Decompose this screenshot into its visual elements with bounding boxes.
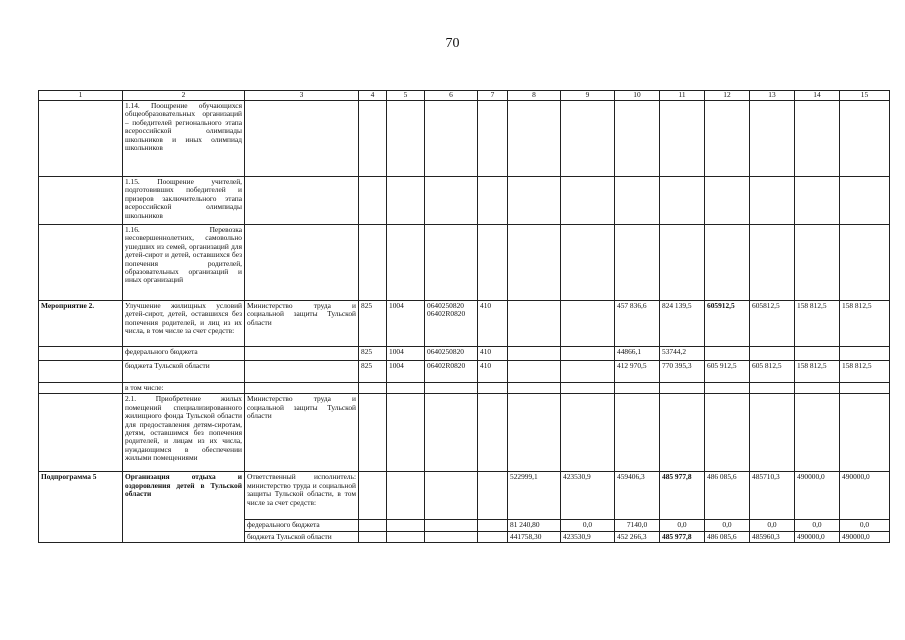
table-cell	[245, 177, 359, 225]
table-cell: 53744,2	[660, 347, 705, 361]
table-cell	[840, 394, 890, 472]
table-row	[39, 301, 890, 347]
table-cell	[359, 394, 387, 472]
table-cell: федерального бюджета	[123, 347, 245, 361]
table-cell: 605 812,5	[750, 361, 795, 383]
table-cell	[615, 225, 660, 301]
table-cell	[660, 101, 705, 177]
table-cell: 825	[359, 301, 387, 347]
table-cell: 452 266,3	[615, 531, 660, 542]
table-cell	[425, 520, 478, 531]
table-cell: Подпрограмма 5	[39, 472, 123, 543]
table-cell	[245, 347, 359, 361]
table-cell	[561, 177, 615, 225]
table-cell	[508, 177, 561, 225]
table-cell: 0640250820	[425, 347, 478, 361]
table-cell	[795, 383, 840, 394]
table-cell	[660, 394, 705, 472]
table-cell	[425, 472, 478, 520]
table-row	[39, 225, 890, 301]
column-header: 3	[245, 91, 359, 101]
table-cell	[359, 383, 387, 394]
column-header-row	[39, 91, 890, 101]
table-cell	[561, 383, 615, 394]
column-header: 12	[705, 91, 750, 101]
table-cell	[245, 225, 359, 301]
table-cell	[705, 347, 750, 361]
table-cell: Мероприятие 2.	[39, 301, 123, 347]
table-cell: 485960,3	[750, 531, 795, 542]
table-cell: 1.16. Перевозка несовершеннолетних, самовольно ушедших из семей, организаций для детей-сирот и детей, оставшихся без попечения родителей, образовательных организаций и иных организаций	[123, 225, 245, 301]
table-cell	[387, 394, 425, 472]
table-cell: 0,0	[660, 520, 705, 531]
table-cell	[615, 177, 660, 225]
column-header: 1	[39, 91, 123, 101]
table-cell: 158 812,5	[840, 361, 890, 383]
table-cell	[39, 394, 123, 472]
table-cell	[478, 101, 508, 177]
table-cell	[750, 101, 795, 177]
table-cell: 770 395,3	[660, 361, 705, 383]
table-cell	[39, 225, 123, 301]
table-cell	[425, 531, 478, 542]
table-cell	[508, 383, 561, 394]
column-header: 7	[478, 91, 508, 101]
table-cell	[705, 225, 750, 301]
table-cell	[359, 225, 387, 301]
table-cell	[561, 225, 615, 301]
table-cell	[561, 301, 615, 347]
table-cell	[387, 472, 425, 520]
table-cell: 410	[478, 301, 508, 347]
table-cell	[387, 177, 425, 225]
table-cell	[615, 101, 660, 177]
table-cell	[425, 101, 478, 177]
table-cell: 2.1. Приобретение жилых помещений специализированного жилищного фонда Тульской области для предоставления детям-сиротам, детям, оставшимся без попечения родителей, и лицам из их числа, нуждающимся в обеспечении жилыми помещениями	[123, 394, 245, 472]
table-cell	[840, 383, 890, 394]
table-cell	[245, 101, 359, 177]
table-cell	[387, 520, 425, 531]
table-row	[39, 347, 890, 361]
table-cell	[508, 394, 561, 472]
table-cell: 412 970,5	[615, 361, 660, 383]
table-cell: 158 812,5	[840, 301, 890, 347]
table-cell	[387, 225, 425, 301]
table-cell: Министерство труда и социальной защиты Тульской области	[245, 394, 359, 472]
table-cell	[245, 383, 359, 394]
table-cell	[478, 520, 508, 531]
table-cell: 457 836,6	[615, 301, 660, 347]
table-cell: 158 812,5	[795, 361, 840, 383]
table-cell	[359, 101, 387, 177]
table-row	[39, 361, 890, 383]
table-cell: 0,0	[840, 520, 890, 531]
table-cell: 158 812,5	[795, 301, 840, 347]
table-cell: 605 912,5	[705, 361, 750, 383]
table-cell	[840, 101, 890, 177]
table-cell	[478, 394, 508, 472]
table-cell	[795, 177, 840, 225]
table-cell	[750, 383, 795, 394]
table-cell	[478, 383, 508, 394]
table-cell	[425, 177, 478, 225]
table-cell: 1.15. Поощрение учителей, подготовивших победителей и призеров заключительного этапа всероссийской олимпиады школьников	[123, 177, 245, 225]
table-cell	[359, 472, 387, 520]
column-header: 13	[750, 91, 795, 101]
table-cell	[840, 225, 890, 301]
table-cell: 824 139,5	[660, 301, 705, 347]
column-header: 6	[425, 91, 478, 101]
table-cell: 0,0	[750, 520, 795, 531]
table-cell	[750, 347, 795, 361]
column-header: 10	[615, 91, 660, 101]
table-cell: 0,0	[561, 520, 615, 531]
column-header: 9	[561, 91, 615, 101]
column-header: 14	[795, 91, 840, 101]
table-cell: 423530,9	[561, 472, 615, 520]
table-cell	[660, 225, 705, 301]
table-cell	[425, 301, 478, 347]
table-cell	[795, 101, 840, 177]
table-cell	[245, 361, 359, 383]
table-cell	[39, 101, 123, 177]
table-cell: 825	[359, 347, 387, 361]
table-cell	[840, 177, 890, 225]
table-cell: 1.14. Поощрение обучающихся общеобразовательных организаций – победителей регионального этапа всероссийской олимпиады школьников и иных олимпиад школьников	[123, 101, 245, 177]
table-cell	[478, 177, 508, 225]
table-cell: 825	[359, 361, 387, 383]
column-header: 8	[508, 91, 561, 101]
table-cell	[705, 394, 750, 472]
table-cell	[39, 361, 123, 383]
kbk-code: 06402R0820	[427, 309, 466, 319]
table-row	[39, 383, 890, 394]
table-cell: 1004	[387, 361, 425, 383]
table-cell: 485 977,8	[660, 472, 705, 520]
table-cell	[508, 347, 561, 361]
table-cell: 0,0	[705, 520, 750, 531]
table-cell	[750, 394, 795, 472]
table-cell: 490000,0	[795, 531, 840, 542]
table-cell	[478, 531, 508, 542]
table-cell	[705, 101, 750, 177]
table-cell	[750, 225, 795, 301]
table-cell: 605812,5	[750, 301, 795, 347]
column-header: 4	[359, 91, 387, 101]
table-cell: 441758,30	[508, 531, 561, 542]
column-header: 5	[387, 91, 425, 101]
table-cell: Министерство труда и социальной защиты Тульской области	[245, 301, 359, 347]
table-cell	[39, 383, 123, 394]
table-row	[39, 177, 890, 225]
table-cell: Организация отдыха и оздоровления детей в Тульской области	[123, 472, 245, 543]
table-cell	[39, 177, 123, 225]
table-row	[39, 394, 890, 472]
table-cell	[795, 394, 840, 472]
column-header: 15	[840, 91, 890, 101]
table-cell	[795, 347, 840, 361]
table-cell: 490000,0	[840, 531, 890, 542]
table-cell: 490000,0	[795, 472, 840, 520]
table-cell: 485710,3	[750, 472, 795, 520]
table-cell	[387, 531, 425, 542]
table-cell: 44866,1	[615, 347, 660, 361]
table-cell	[660, 383, 705, 394]
table-cell	[508, 225, 561, 301]
table-cell: 486 085,6	[705, 472, 750, 520]
table-cell: бюджета Тульской области	[123, 361, 245, 383]
table-cell	[359, 177, 387, 225]
page-number: 70	[445, 36, 460, 51]
table-cell	[478, 472, 508, 520]
table-cell	[660, 177, 705, 225]
table-cell	[359, 520, 387, 531]
table-cell	[795, 225, 840, 301]
table-row	[39, 472, 890, 520]
table-cell	[840, 347, 890, 361]
table-cell	[508, 361, 561, 383]
table-cell	[705, 383, 750, 394]
table-cell: 1004	[387, 301, 425, 347]
table-cell	[561, 101, 615, 177]
table-cell: 1004	[387, 347, 425, 361]
table-cell	[425, 394, 478, 472]
table-cell: федерального бюджета	[245, 520, 359, 531]
table-cell	[508, 301, 561, 347]
table-cell	[615, 383, 660, 394]
table-cell: 7140,0	[615, 520, 660, 531]
table-cell	[561, 347, 615, 361]
table-cell: 486 085,6	[705, 531, 750, 542]
table-cell: 81 240,80	[508, 520, 561, 531]
budget-table	[38, 90, 890, 543]
table-cell: 459406,3	[615, 472, 660, 520]
table-cell: 0,0	[795, 520, 840, 531]
table-cell	[425, 225, 478, 301]
table-cell	[508, 101, 561, 177]
table-cell	[387, 383, 425, 394]
table-cell	[561, 394, 615, 472]
table-cell	[387, 101, 425, 177]
table-cell: бюджета Тульской области	[245, 531, 359, 542]
column-header: 11	[660, 91, 705, 101]
table-cell: 490000,0	[840, 472, 890, 520]
table-cell: 423530,9	[561, 531, 615, 542]
table-cell: 06402R0820	[425, 361, 478, 383]
table-cell: 410	[478, 347, 508, 361]
column-header: 2	[123, 91, 245, 101]
table-cell	[615, 394, 660, 472]
table-cell: Ответственный исполнитель: министерство труда и социальной защиты Тульской области, в том числе за счет средств:	[245, 472, 359, 520]
table-cell	[478, 225, 508, 301]
table-cell: 485 977,8	[660, 531, 705, 542]
table-cell: Улучшение жилищных условий детей-сирот, детей, оставшихся без попечения родителей, и лиц из их числа, в том числе за счет средств:	[123, 301, 245, 347]
table-cell	[359, 531, 387, 542]
table-cell	[705, 177, 750, 225]
table-cell: в том числе:	[123, 383, 245, 394]
table-cell	[39, 347, 123, 361]
table-cell	[425, 383, 478, 394]
table-cell	[750, 177, 795, 225]
table-cell: 605912,5	[705, 301, 750, 347]
table-cell	[561, 361, 615, 383]
table-cell: 410	[478, 361, 508, 383]
kbk-code: 0640250820	[427, 301, 464, 310]
table-row	[39, 101, 890, 177]
table-cell: 522999,1	[508, 472, 561, 520]
